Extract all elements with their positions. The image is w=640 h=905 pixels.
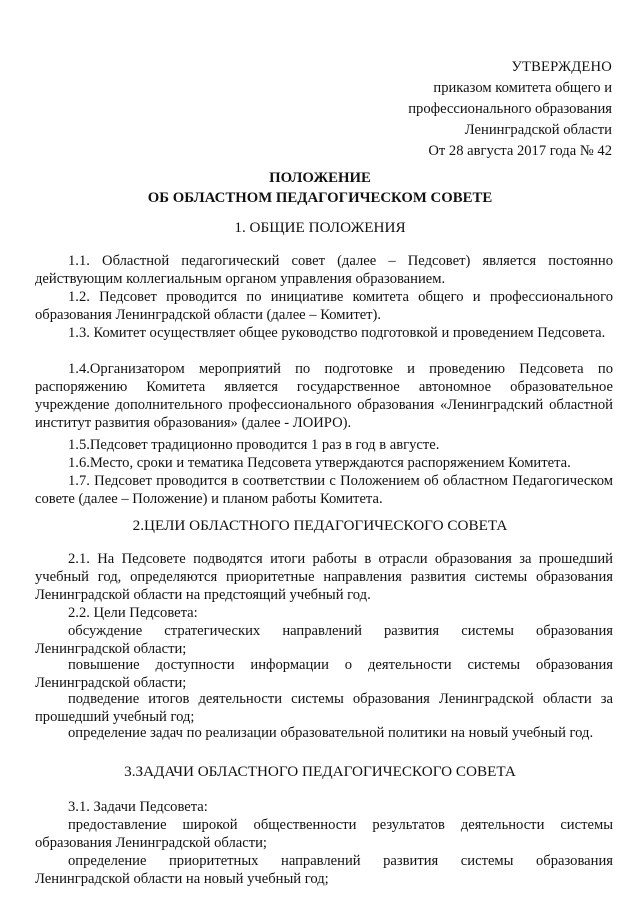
list-item: определение приоритетных направлений развития системы образования Ленинградской области на новый учебный год; — [35, 853, 613, 887]
approval-block — [312, 57, 612, 162]
paragraph: 1.4.Организатором мероприятий по подготовке и проведению Педсовета по распоряжению Комитета является государственное автономное образовательное учреждение дополнительного профессионального образования «Ленинградский областной институт развития образования» (далее - ЛОИРО). — [35, 361, 613, 431]
paragraph: 1.2. Педсовет проводится по инициативе комитета общего и профессионального образования Ленинградской области (далее – Комитет). — [35, 289, 613, 323]
approval-date: От 28 августа 2017 года № 42 — [428, 143, 612, 159]
paragraph: 1.5.Педсовет традиционно проводится 1 раз в год в августе. — [68, 437, 440, 453]
paragraph: 3.1. Задачи Педсовета: — [68, 799, 208, 815]
list-item: определение задач по реализации образовательной политики на новый учебный год. — [68, 725, 594, 741]
section-heading: 2.ЦЕЛИ ОБЛАСТНОГО ПЕДАГОГИЧЕСКОГО СОВЕТА — [132, 517, 508, 534]
paragraph: 2.2. Цели Педсовета: — [68, 605, 198, 621]
paragraph: 1.6.Место, сроки и тематика Педсовета утверждаются распоряжением Комитета. — [68, 455, 571, 471]
title-line: ОБ ОБЛАСТНОМ ПЕДАГОГИЧЕСКОМ СОВЕТЕ — [147, 190, 493, 206]
section-heading: 1. ОБЩИЕ ПОЛОЖЕНИЯ — [234, 219, 406, 236]
paragraph: 1.3. Комитет осуществляет общее руководство подготовкой и проведением Педсовета. — [68, 325, 606, 341]
section-heading: 3.ЗАДАЧИ ОБЛАСТНОГО ПЕДАГОГИЧЕСКОГО СОВЕТА — [124, 763, 516, 780]
approval-stamp: УТВЕРЖДЕНО — [511, 59, 612, 75]
paragraph: 2.1. На Педсовете подводятся итоги работы в отрасли образования за прошедший учебный год, определяются приоритетные направления развития системы образования Ленинградской области на предстоящий учебный год. — [35, 551, 613, 603]
list-item: обсуждение стратегических направлений развития системы образования Ленинградской области; — [35, 623, 613, 657]
paragraph: 1.1. Областной педагогический совет (далее – Педсовет) является постоянно действующим коллегиальным органом управления образованием. — [35, 253, 613, 287]
approval-line: профессионального образования — [408, 101, 612, 117]
title-line: ПОЛОЖЕНИЕ — [269, 170, 371, 186]
document-title — [0, 168, 640, 208]
approval-line: Ленинградской области — [464, 122, 612, 138]
list-item: повышение доступности информации о деятельности системы образования Ленинградской области; — [35, 657, 613, 691]
list-item: подведение итогов деятельности системы образования Ленинградской области за прошедший учебный год; — [35, 691, 613, 725]
list-item: предоставление широкой общественности результатов деятельности системы образования Ленинградской области; — [35, 817, 613, 851]
paragraph: 1.7. Педсовет проводится в соответствии с Положением об областном Педагогическом совете (далее – Положение) и планом работы Комитета. — [35, 473, 613, 507]
approval-line: приказом комитета общего и — [433, 80, 612, 96]
